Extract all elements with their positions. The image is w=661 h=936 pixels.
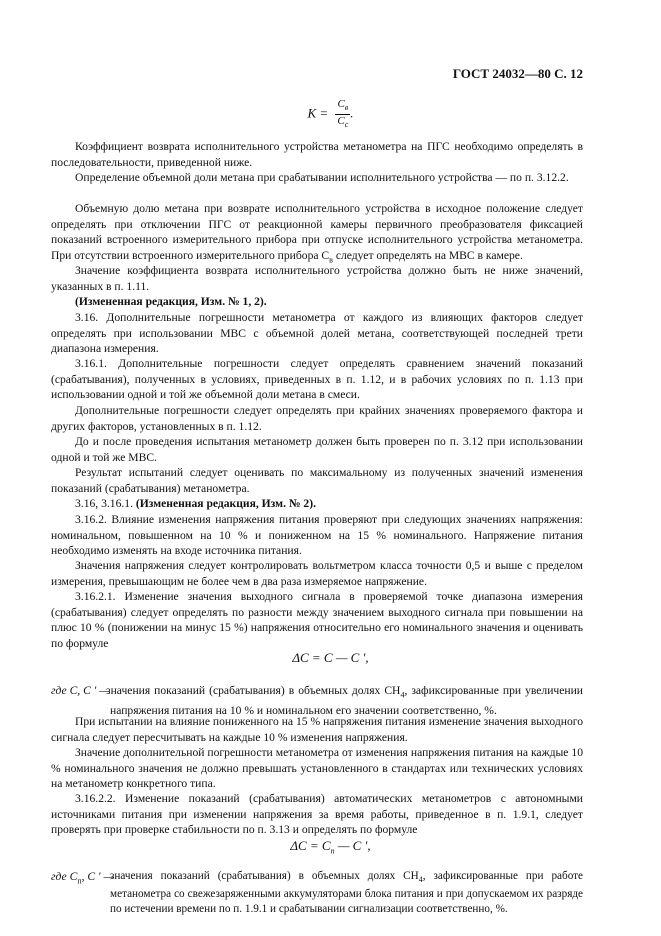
formula-k-fraction <box>335 98 350 131</box>
paragraph-9: До и после проведения испытания метанометр должен быть проверен по п. 3.12 при использовании одной и той же МВС. <box>51 435 583 464</box>
where-2-symbol: где C <box>51 870 78 883</box>
formula-k <box>0 98 661 131</box>
formula-delta-c: ΔC = C — C ′, <box>292 650 369 665</box>
paragraph-2: Определение объемной доли метана при срабатывании исполнительного устройства — по п. 3.12.2. <box>75 171 569 184</box>
paragraph-3-16-2: 3.16.2. Влияние изменения напряжения питания проверяют при следующих значениях напряжения: номинальном, повышенном на 10 % и пониженном на 15 % номинального. Напряжение питания необходимо изменять на входе источника питания. <box>51 513 583 557</box>
paragraph-3-text: Объемную долю метана при возврате исполнительного устройства в исходное положение следует определять при отключении ПГС от реакционной камеры первичного преобразователя фиксацией показаний встроенного измерительного прибора при отпуске исполнительного устройства метанометра. При отсутствии встроенного измерительного прибора C <box>51 202 583 262</box>
where-1-text-b: , зафиксированные при увеличении напряжения питания на 10 % и номинальном его значении соответственно, %. <box>110 684 583 717</box>
paragraph-13: Значения напряжения следует контролировать вольтметром класса точности 0,5 и выше с пределом измерения, превышающим не более чем в два раза измеряемое напряжение. <box>51 559 583 588</box>
formula-k-num: C <box>337 98 345 110</box>
paragraph-3-16-2-2: 3.16.2.2. Изменение показаний (срабатывания) автоматических метанометров с автономными источниками питания при изменении напряжения за время работы, приведенное в п. 1.9.1, следует проверять при проверке стабильности по п. 3.13 и определять по формуле <box>51 792 583 836</box>
where-2-symbol-sub: п <box>77 876 82 886</box>
where-1-lead <box>51 683 109 699</box>
page-header: ГОСТ 24032—80 С. 12 <box>452 66 583 81</box>
paragraph-3-16-1: 3.16.1. Дополнительные погрешности следует определять сравнением значений показаний (срабатывания), полученных в условиях, приведенных в п. 1.12, и в рабочих условиях по п. 1.13 при использовании одной и той же объемной доли метана в смеси. <box>51 357 583 401</box>
paragraph-3-16-2-1: 3.16.2.1. Изменение значения выходного сигнала в проверяемой точке диапазона измерения (срабатывания) следует определять по разности между значением выходного сигнала при повышении на плюс 10 % (понижении на минус 15 %) напряжения относительно его номинального значения и оценивать по формуле <box>51 590 583 650</box>
amendment-note-1: (Измененная редакция, Изм. № 1, 2). <box>75 295 267 308</box>
paragraph-1: Коэффициент возврата исполнительного устройства метанометра на ПГС необходимо определять в последовательности, приведенной ниже. <box>51 140 583 169</box>
where-2-lead <box>51 869 114 889</box>
where-2-text-b: , зафиксированные при работе метанометра со свежезаряженными аккумуляторами блока питания и при допускаемом их разряде по истечении времени по п. 1.9.1 и срабатывании сигнализации соответственно, %. <box>110 870 583 916</box>
where-2-body <box>110 869 583 917</box>
paragraph-4: Значение коэффициента возврата исполнительного устройства должно быть не ниже значений, указанных в п. 1.11. <box>51 264 583 293</box>
paragraph-3-16: 3.16. Дополнительные погрешности метанометра от каждого из влияющих факторов следует определять при использовании МВС с объемной долей метана, соответствующей последней трети диапазона измерения. <box>51 311 583 355</box>
formula-3-sub: п <box>330 846 335 856</box>
amendment-note-2-text: (Измененная редакция, Изм. № 2). <box>135 497 316 510</box>
formula-k-num-sub: в <box>344 103 349 113</box>
where-2-text-a: значения показаний (срабатывания) в объемных долях CH <box>110 870 419 882</box>
paragraph-8: Дополнительные погрешности следует определять при крайних значениях проверяемого фактора и других факторов, установленных в п. 1.12. <box>51 404 583 433</box>
formula-3-tail: — C ′, <box>334 838 371 853</box>
formula-delta-c-2 <box>0 838 661 856</box>
formula-k-lhs: K = <box>307 105 329 121</box>
where-1-symbols: где C, C ′ — <box>51 684 110 697</box>
formula-3-lhs: ΔC = C <box>290 838 331 853</box>
where-2-ch4-sub: 4 <box>418 875 423 885</box>
paragraph-10: Результат испытаний следует оценивать по максимальному из полученных значений изменения показаний (срабатывания) метанометра. <box>51 466 583 495</box>
amendment-note-2 <box>51 496 583 512</box>
paragraph-15: При испытании на влияние пониженного на 15 % напряжения питания изменение значения выходного сигнала следует пересчитывать на каждые 10 % изменения напряжения. <box>51 715 583 744</box>
where-1-text-a: значения показаний (срабатывания) в объемных долях CH <box>106 684 401 697</box>
paragraph-3-tail: следует определять на МВС в камере. <box>332 248 523 262</box>
amendment-note-2-ref: 3.16, 3.16.1. <box>75 497 136 510</box>
where-1-ch4-sub: 4 <box>400 690 405 700</box>
paragraph-3-sub: в <box>329 254 333 264</box>
formula-k-den-sub: с <box>344 120 349 130</box>
formula-k-tail: . <box>350 105 354 121</box>
where-2-symbols-tail: , C ′ — <box>81 870 114 883</box>
paragraph-3 <box>51 201 583 267</box>
paragraph-16: Значение дополнительной погрешности метанометра от изменения напряжения питания на каждые 10 % номинального значения не должно превышать установленного в стандартах или технических условиях на метанометр конкретного типа. <box>51 746 583 790</box>
formula-k-den: C <box>337 115 345 128</box>
